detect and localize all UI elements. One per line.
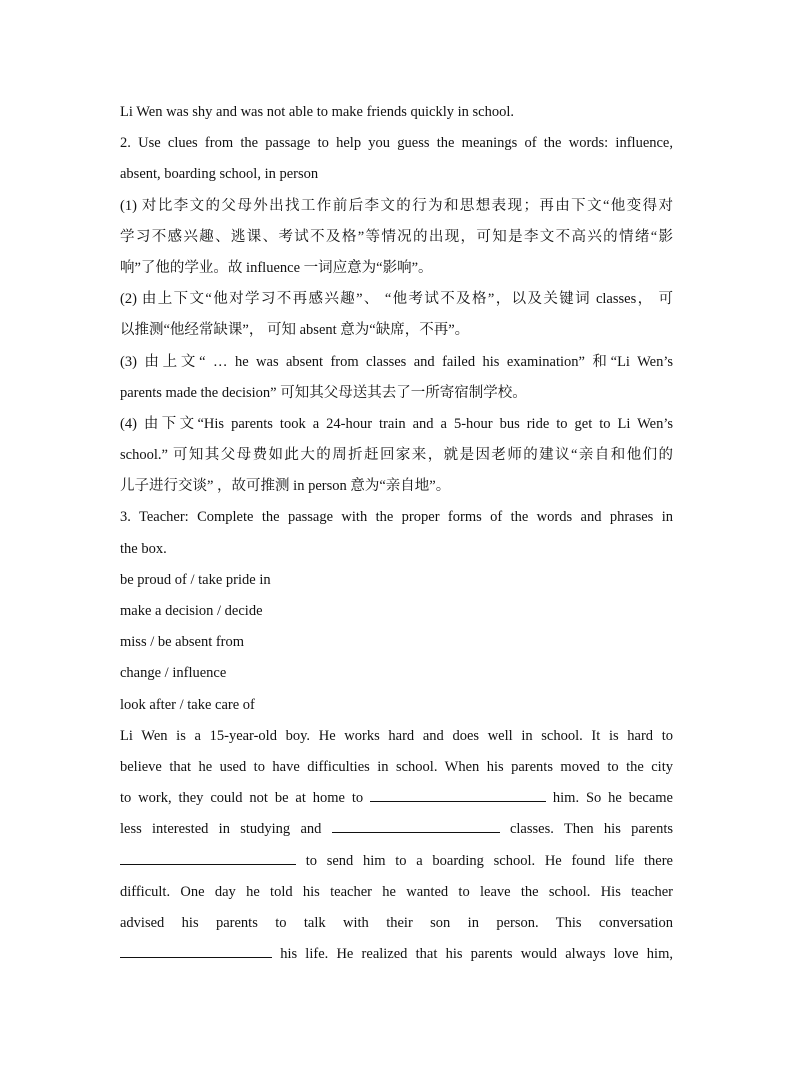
answer-1-line: (1) 对比李文的父母外出找工作前后李文的行为和思想表现；再由下文“他变得对 [120, 197, 673, 214]
question-3-line: 3. Teacher: Complete the passage with the proper forms of the words and phrases in [120, 509, 673, 526]
text-line: school.” 可知其父母费如此大的周折赶回家来，就是因老师的建议“亲自和他们的 [120, 447, 673, 464]
document-page [120, 97, 673, 970]
answer-blank[interactable] [332, 818, 500, 833]
word-box-item: look after / take care of [120, 696, 255, 713]
answer-blank[interactable] [120, 943, 272, 958]
passage-line [120, 846, 673, 877]
answer-3-line: (3) 由上文“ … he was absent from classes and failed his examination” 和“Li Wen’s [120, 353, 673, 370]
passage-line [120, 814, 673, 845]
word-box-item: be proud of / take pride in [120, 571, 271, 588]
word-box-item: miss / be absent from [120, 634, 245, 651]
passage-text: him. So he became [546, 790, 673, 807]
passage-text: his life. He realized that his parents would always love him, [272, 946, 673, 963]
passage-line [120, 783, 673, 814]
passage-line: difficult. One day he told his teacher he wanted to leave the school. His teacher [120, 883, 673, 900]
passage-line: advised his parents to talk with their son in person. This conversation [120, 914, 673, 931]
word-box-item: change / influence [120, 665, 227, 682]
text-line: the box. [120, 540, 167, 557]
passage-line: believe that he used to have difficulties in school. When his parents moved to the city [120, 758, 673, 775]
passage-line [120, 939, 673, 970]
passage-line: Li Wen is a 15-year-old boy. He works hard and does well in school. It is hard to [120, 727, 673, 744]
text-line: 响”了他的学业。故 influence 一词应意为“影响”。 [120, 259, 433, 276]
answer-blank[interactable] [370, 787, 546, 802]
text-line: 以推测“他经常缺课”， 可知 absent 意为“缺席，不再”。 [120, 322, 470, 339]
passage-text: to send him to a boarding school. He found life there [296, 852, 673, 869]
passage-text: classes. Then his parents [499, 821, 673, 838]
text-line: parents made the decision” 可知其父母送其去了一所寄宿制学校。 [120, 384, 527, 401]
word-box-item: make a decision / decide [120, 603, 263, 619]
text-line: absent, boarding school, in person [120, 166, 319, 183]
passage-text: less interested in studying and [120, 821, 332, 838]
text-line: Li Wen was shy and was not able to make friends quickly in school. [120, 104, 515, 120]
answer-2-line: (2) 由上下文“他对学习不再感兴趣”、 “他考试不及格”，以及关键词 classes， 可 [120, 291, 673, 308]
answer-4-line: (4) 由下文“His parents took a 24-hour train and a 5-hour bus ride to get to Li Wen’s [120, 415, 673, 432]
text-line: 学习不感兴趣、逃课、考试不及格”等情况的出现，可知是李文不高兴的情绪“影 [120, 228, 673, 245]
question-2-line: 2. Use clues from the passage to help you guess the meanings of the words: influence, [120, 135, 673, 152]
answer-blank[interactable] [120, 850, 296, 865]
text-line: 儿子进行交谈” ，故可推测 in person 意为“亲自地”。 [120, 478, 451, 495]
passage-text: to work, they could not be at home to [120, 790, 370, 807]
